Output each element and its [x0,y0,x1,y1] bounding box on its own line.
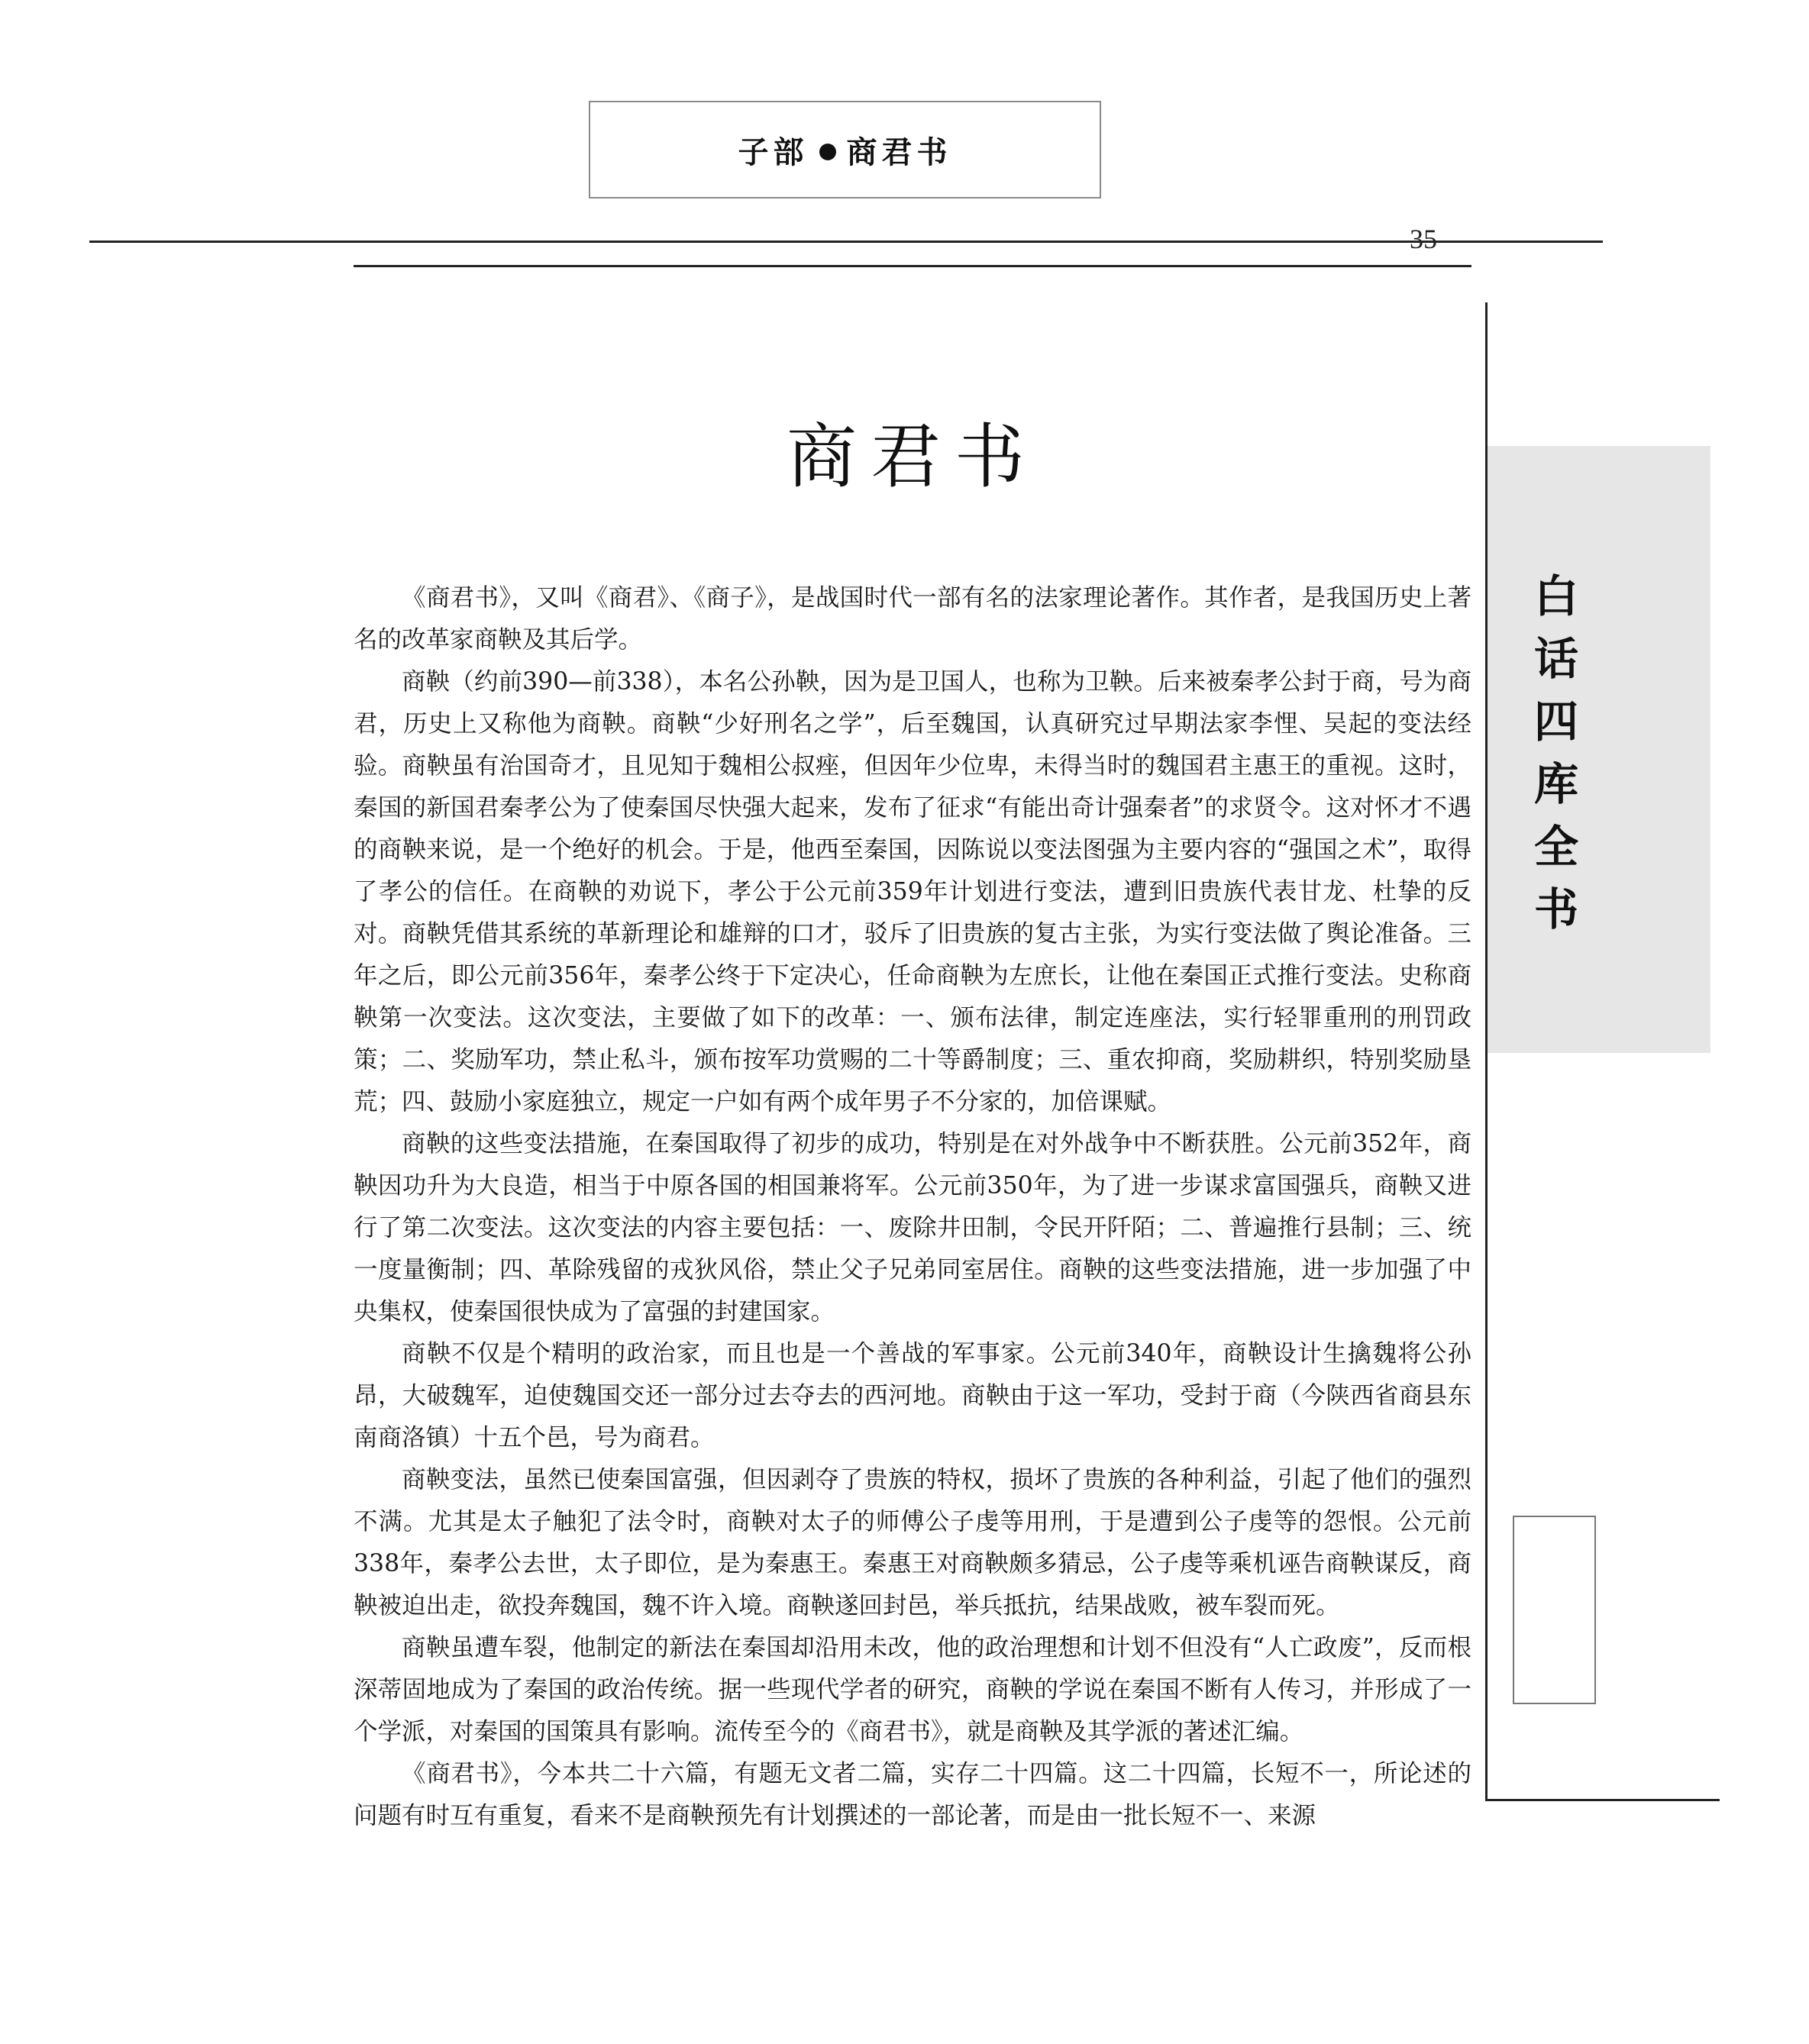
paragraph: 商鞅虽遭车裂，他制定的新法在秦国却沿用未改，他的政治理想和计划不但没有“人亡政废”，反而根深蒂固地成为了秦国的政治传统。据一些现代学者的研究，商鞅的学说在秦国不断有人传习，并形成了一个学派，对秦国的国策具有影响。流传至今的《商君书》，就是商鞅及其学派的著述汇编。 [354,1634,1471,1745]
running-header [738,128,952,172]
paragraph: 商鞅变法，虽然已使秦国富强，但因剥夺了贵族的特权，损坏了贵族的各种利益，引起了他们的强烈不满。尤其是太子触犯了法令时，商鞅对太子的师傅公子虔等用刑，于是遭到公子虔等的怨恨。公元前338年，秦孝公去世，太子即位，是为秦惠王。秦惠王对商鞅颇多猜忌，公子虔等乘机诬告商鞅谋反，商鞅被迫出走，欲投奔魏国，魏不许入境。商鞅遂回封邑，举兵抵抗，结果战败，被车裂而死。 [354,1466,1471,1619]
paragraph: 《商君书》，今本共二十六篇，有题无文者二篇，实存二十四篇。这二十四篇，长短不一，所论述的问题有时互有重复，看来不是商鞅预先有计划撰述的一部论著，而是由一批长短不一、来源 [354,1760,1471,1829]
header-section: 子部 [738,134,809,170]
side-char: 话 [1533,633,1578,685]
side-series-title [1488,565,1625,941]
header-rule-top [89,241,1603,243]
side-bottom-line [1485,1799,1720,1801]
paragraph: 商鞅的这些变法措施，在秦国取得了初步的成功，特别是在对外战争中不断获胜。公元前352年，商鞅因功升为大良造，相当于中原各国的相国兼将军。公元前350年，为了进一步谋求富国强兵，商鞅又进行了第二次变法。这次变法的内容主要包括：一、废除井田制，令民开阡陌；二、普遍推行县制；三、统一度量衡制；四、革除残留的戎狄风俗，禁止父子兄弟同室居住。商鞅的这些变法措施，进一步加强了中央集权，使秦国很快成为了富强的封建国家。 [354,1130,1471,1326]
chapter-title: 商君书 [786,416,1039,498]
paragraph: 商鞅不仅是个精明的政治家，而且也是一个善战的军事家。公元前340年，商鞅设计生擒魏将公孙昂，大破魏军，迫使魏国交还一部分过去夺去的西河地。商鞅由于这一军功，受封于商（今陕西省商县东南商洛镇）十五个邑，号为商君。 [354,1340,1471,1451]
running-header-box [589,101,1101,199]
paragraph: 《商君书》，又叫《商君》、《商子》，是战国时代一部有名的法家理论著作。其作者，是我国历史上著名的改革家商鞅及其后学。 [354,584,1471,654]
body-text [354,577,1471,1837]
side-char: 库 [1533,758,1578,810]
side-thumb-box [1513,1516,1596,1704]
paragraph: 商鞅（约前390—前338），本名公孙鞅，因为是卫国人，也称为卫鞅。后来被秦孝公封于商，号为商君，历史上又称他为商鞅。商鞅“少好刑名之学”，后至魏国，认真研究过早期法家李悝、吴起的变法经验。商鞅虽有治国奇才，且见知于魏相公叔痤，但因年少位卑，未得当时的魏国君主惠王的重视。这时，秦国的新国君秦孝公为了使秦国尽快强大起来，发布了征求“有能出奇计强秦者”的求贤令。这对怀才不遇的商鞅来说，是一个绝好的机会。于是，他西至秦国，因陈说以变法图强为主要内容的“强国之术”，取得了孝公的信任。在商鞅的劝说下，孝公于公元前359年计划进行变法，遭到旧贵族代表甘龙、杜挚的反对。商鞅凭借其系统的革新理论和雄辩的口才，驳斥了旧贵族的复古主张，为实行变法做了舆论准备。三年之后，即公元前356年，秦孝公终于下定决心，任命商鞅为左庶长，让他在秦国正式推行变法。史称商鞅第一次变法。这次变法，主要做了如下的改革：一、颁布法律，制定连座法，实行轻罪重刑的刑罚政策；二、奖励军功，禁止私斗，颁布按军功赏赐的二十等爵制度；三、重农抑商，奖励耕织，特别奖励垦荒；四、鼓励小家庭独立，规定一户如有两个成年男子不分家的，加倍课赋。 [354,668,1471,1116]
page-number: 35 [1410,224,1437,254]
bullet-dot-icon [819,144,836,160]
header-book: 商君书 [846,134,952,170]
side-char: 四 [1533,696,1578,748]
header-rule-bottom [354,265,1471,267]
side-char: 全 [1533,821,1578,873]
side-char: 白 [1533,570,1578,622]
side-char: 书 [1533,883,1578,935]
